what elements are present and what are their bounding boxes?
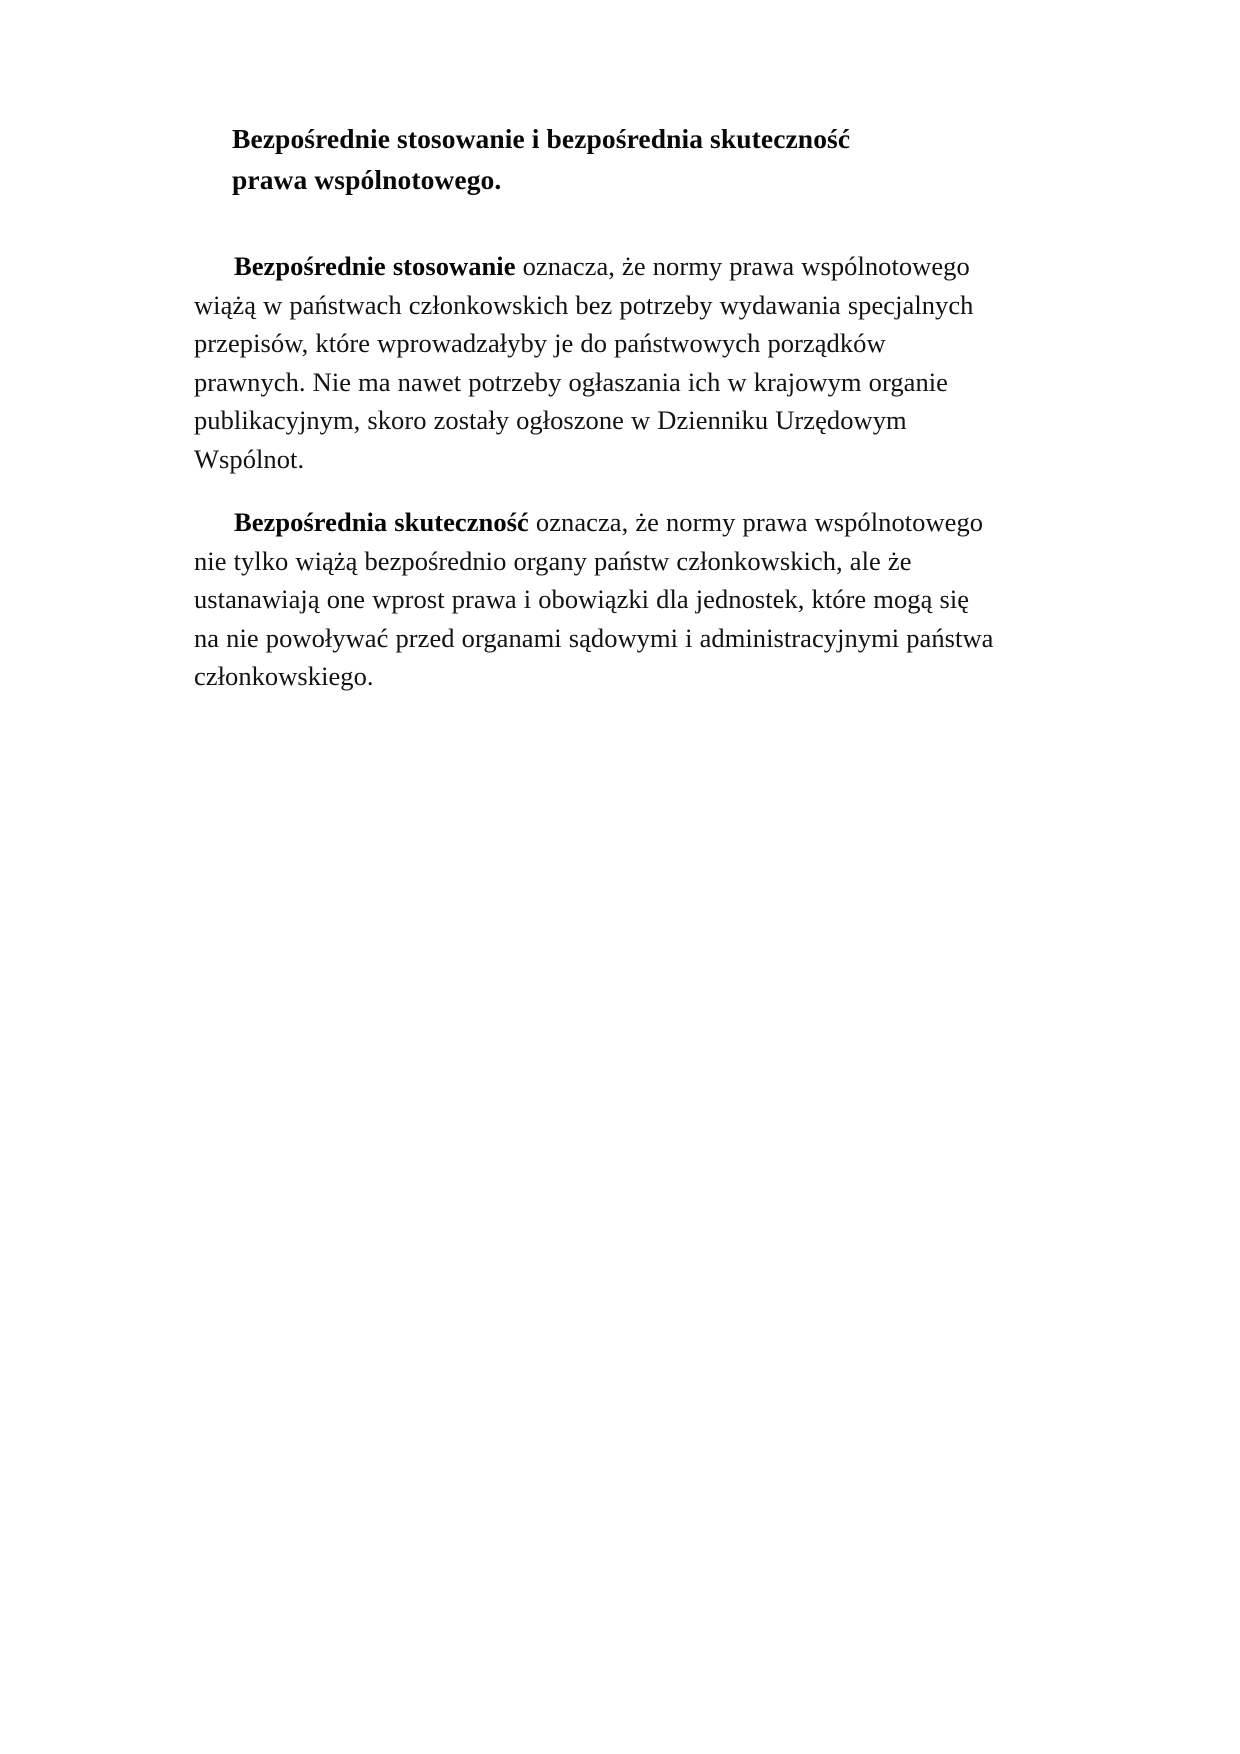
spacer-after-title bbox=[194, 200, 994, 247]
paragraph-body-text: oznacza, że normy prawa wspólnotowego nie tylko wiążą bezpośrednio organy państw członkowskich, ale że ustanawiają one wprost prawa i obowiązki dla jednostek, które mogą się na nie powoływać przed organami sądowymi i administracyjnymi państwa członkowskiego. bbox=[194, 507, 994, 691]
paragraph-lead-in: Bezpośrednie stosowanie bbox=[234, 251, 516, 281]
paragraph-body-text: oznacza, że normy prawa wspólnotowego wiążą w państwach członkowskich bez potrzeby wydawania specjalnych przepisów, które wprowadzałyby je do państwowych porządków prawnych. Nie ma nawet potrzeby ogłaszania ich w krajowym organie publikacyjnym, skoro zostały ogłoszone w Dzienniku Urzędowym Wspólnot. bbox=[194, 251, 974, 474]
text-column bbox=[194, 118, 994, 696]
spacer-between-paragraphs bbox=[194, 478, 994, 503]
paragraph-bezposrednia-skutecznosc bbox=[194, 503, 994, 696]
page-title: Bezpośrednie stosowanie i bezpośrednia skuteczność prawa wspólnotowego. bbox=[232, 123, 851, 195]
paragraph-bezposrednie-stosowanie bbox=[194, 247, 994, 478]
paragraph-lead-in: Bezpośrednia skuteczność bbox=[234, 507, 529, 537]
